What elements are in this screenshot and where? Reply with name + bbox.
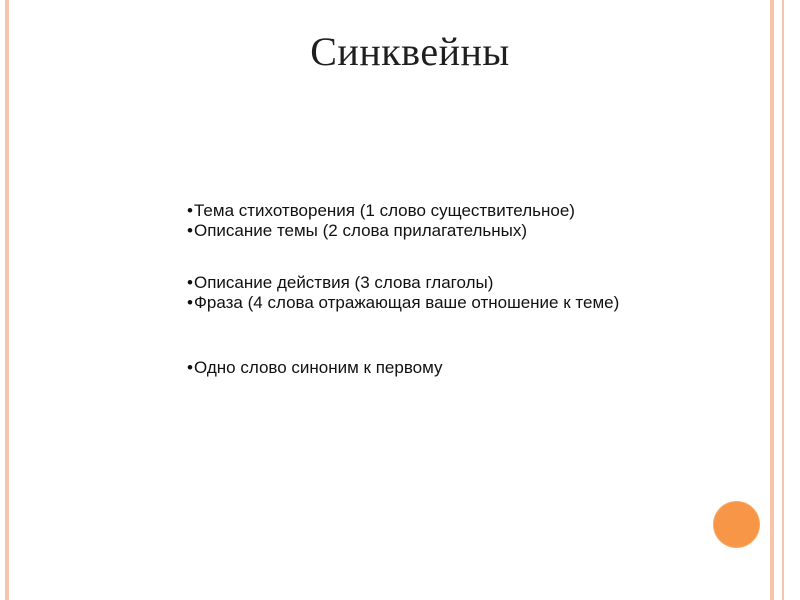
bullet-item-description: • Описание темы (2 слова прилагательных)	[187, 221, 657, 241]
bullet-item-theme: • Тема стихотворения (1 слово существительное)	[187, 201, 657, 221]
slide-title: Синквейны	[310, 29, 510, 74]
right-frame-line-thick	[770, 0, 774, 600]
bullet-item-action: • Описание действия (3 слова глаголы)	[187, 273, 657, 293]
bullet-list	[187, 201, 657, 378]
bullet-item-synonym: • Одно слово синоним к первому	[187, 358, 657, 378]
left-frame-line	[5, 0, 9, 600]
bullet-item-phrase: • Фраза (4 слова отражающая ваше отношение к теме)	[187, 293, 657, 313]
right-frame-line-thin	[782, 0, 784, 600]
circle-decoration-icon	[713, 501, 760, 548]
